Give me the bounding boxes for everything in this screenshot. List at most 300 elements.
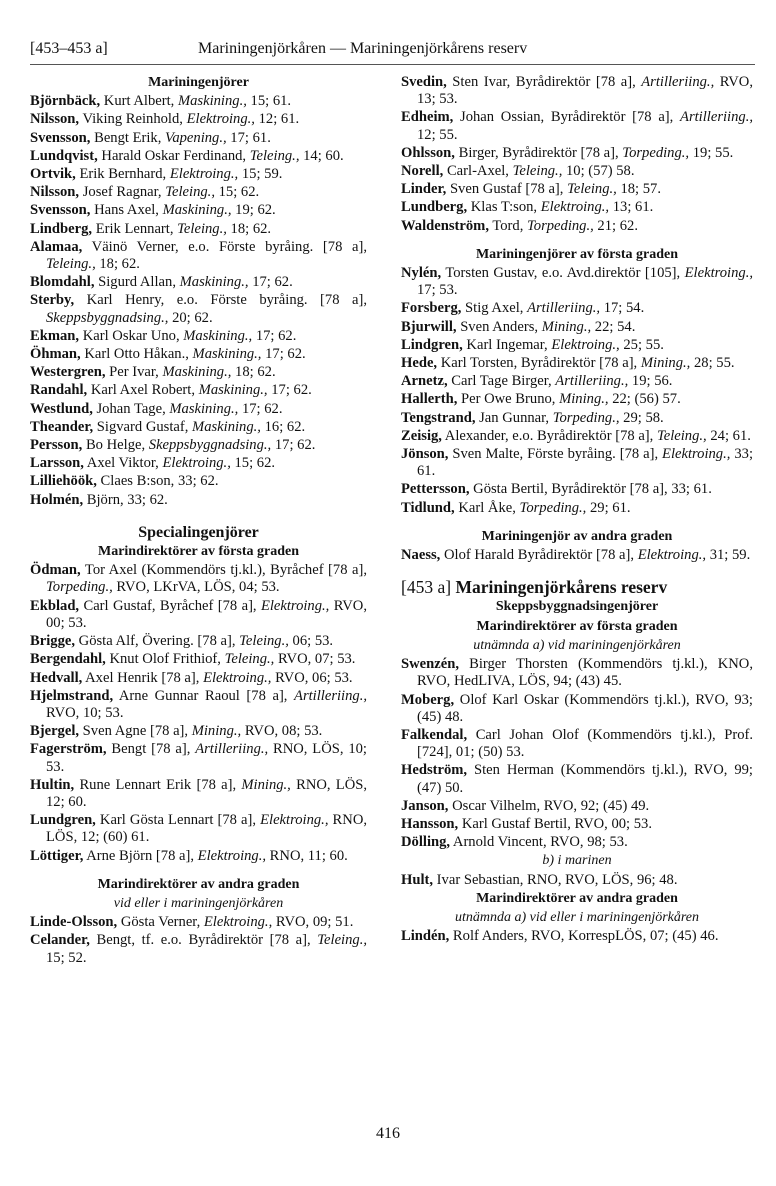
entry-text: 18; 57. <box>616 181 661 198</box>
entry-text: 22; 54. <box>591 318 636 335</box>
list-item <box>401 355 753 372</box>
entry-text: Hans Axel, <box>90 202 163 219</box>
list-item <box>30 239 367 273</box>
entry-text: 21; 62. <box>593 217 638 234</box>
entry-text: 18; 62. <box>231 364 276 381</box>
entry-text: Erik Lennart, <box>92 220 178 237</box>
entry-specialty: Maskining., <box>162 364 232 381</box>
entry-text: 33; 61. <box>417 446 753 480</box>
entry-text: Väinö Verner, e.o. Förste byråing. [78 a], <box>82 238 367 255</box>
entry-text: 19; 62. <box>231 202 276 219</box>
list-item <box>401 74 753 108</box>
entry-text: Sven Gustaf [78 a], <box>446 181 568 198</box>
entry-text: Karl Ingemar, <box>462 336 552 353</box>
entry-text: Oscar Vilhelm, RVO, 92; (45) 49. <box>448 797 650 814</box>
entry-text: RVO, 07; 53. <box>274 651 356 668</box>
list-item <box>401 928 753 945</box>
entry-text: 12; 55. <box>417 126 458 143</box>
entry-specialty: Artilleriing., <box>195 741 269 758</box>
entry-specialty: Teleing., <box>567 181 617 198</box>
entry-specialty: Mining., <box>241 776 291 793</box>
entry-specialty: Maskining., <box>192 346 262 363</box>
entry-specialty: Artilleriing., <box>294 687 367 704</box>
section-title: Mariningenjörkårens reserv <box>455 577 668 598</box>
list-item <box>30 382 367 399</box>
entry-text: Bengt, tf. e.o. Byrådirektör [78 a], <box>89 932 318 949</box>
entry-surname: Hedström, <box>401 762 468 779</box>
list-item <box>30 419 367 436</box>
entry-surname: Falkendal, <box>401 726 468 743</box>
entry-specialty: Torpeding., <box>552 409 620 426</box>
entry-surname: Lindén, <box>401 928 450 945</box>
entry-surname: Svedin, <box>401 74 447 90</box>
entry-specialty: Elektroing., <box>197 847 267 864</box>
entry-text: 14; 60. <box>299 147 344 164</box>
list-item <box>30 93 367 110</box>
entry-surname: Larsson, <box>30 455 84 472</box>
entry-text: 31; 59. <box>706 547 751 564</box>
list-item <box>30 346 367 363</box>
entry-text: Harald Oskar Ferdinand, <box>97 147 250 164</box>
list-item <box>30 166 367 183</box>
list-item <box>30 221 367 238</box>
list-item <box>401 218 753 235</box>
entry-specialty: Elektroing., <box>203 669 272 686</box>
entry-text: Gösta Alf, Övering. [78 a], <box>75 633 240 650</box>
list-item <box>30 777 367 811</box>
entry-text: 15; 62. <box>214 184 260 201</box>
page-number: 416 <box>376 1125 400 1142</box>
entry-text: 17; 54. <box>600 300 645 317</box>
entry-surname: Blomdahl, <box>30 274 95 291</box>
list-item <box>30 723 367 740</box>
entry-surname: Zeisig, <box>401 427 442 444</box>
entry-text: 17; 62. <box>261 346 306 363</box>
entry-surname: Ekblad, <box>30 597 80 614</box>
entry-text: Sven Anders, <box>456 318 542 335</box>
entry-text: 15; 61. <box>246 93 292 110</box>
entry-text: Birger, Byrådirektör [78 a], <box>454 144 623 161</box>
list-item <box>401 798 753 815</box>
entry-text: RNO, LÖS, 10; 53. <box>46 741 367 775</box>
entry-text: Rune Lennart Erik [78 a], <box>74 776 242 793</box>
list-item <box>401 265 753 299</box>
list-item <box>401 163 753 180</box>
list-item <box>401 428 753 445</box>
heading-marindirektorer-andra: Marindirektörer av andra graden <box>97 876 300 892</box>
list-item <box>30 148 367 165</box>
entry-list <box>401 265 753 517</box>
entry-surname: Linder, <box>401 181 447 198</box>
entry-text: 25; 55. <box>619 336 664 353</box>
entry-surname: Ohlsson, <box>401 144 455 161</box>
entry-text: Johan Ossian, Byrådirektör [78 a], <box>453 109 681 126</box>
entry-surname: Tidlund, <box>401 499 455 516</box>
entry-surname: Waldenström, <box>401 217 489 234</box>
entry-text: 29; 61. <box>586 499 631 516</box>
list-item <box>30 932 367 966</box>
entry-text: 17; 62. <box>271 437 316 454</box>
entry-list <box>401 872 753 889</box>
entry-surname: Celander, <box>30 932 90 949</box>
running-title: Mariningenjörkåren — Mariningenjörkårens reserv <box>198 40 528 57</box>
entry-specialty: Elektroing., <box>260 597 330 614</box>
entry-surname: Nilsson, <box>30 111 80 128</box>
list-item <box>30 292 367 326</box>
list-item <box>401 300 753 317</box>
entry-surname: Hjelmstrand, <box>30 687 114 704</box>
entry-surname: Lundgren, <box>30 812 96 829</box>
entry-text: Carl Gustaf, Byråchef [78 a], <box>79 597 261 614</box>
entry-text: Erik Bernhard, <box>75 166 170 183</box>
entry-specialty: Skeppsbyggnadsing., <box>148 437 272 454</box>
entry-specialty: Maskining., <box>169 400 239 417</box>
entry-text: 22; (56) 57. <box>608 391 681 408</box>
entry-text: RNO, LÖS, 12; 60. <box>46 776 367 810</box>
entry-text: Per Ivar, <box>105 364 163 381</box>
list-item <box>401 481 753 498</box>
entry-text: Alexander, e.o. Byrådirektör [78 a], <box>441 427 657 444</box>
entry-text: Bo Helge, <box>82 437 149 454</box>
entry-specialty: Elektroing., <box>186 111 255 128</box>
entry-text: Torsten Gustav, e.o. Avd.direktör [105], <box>441 265 685 282</box>
list-item <box>401 391 753 408</box>
heading-marindirektorer-andra: Marindirektörer av andra graden <box>476 890 678 906</box>
entry-surname: Bergendahl, <box>30 651 106 668</box>
entry-specialty: Elektroing., <box>260 812 329 829</box>
list-item <box>30 914 367 931</box>
entry-text: Gösta Verner, <box>117 914 204 931</box>
entry-surname: Bjergel, <box>30 723 80 740</box>
list-item <box>30 274 367 291</box>
entry-surname: Lundberg, <box>401 199 468 216</box>
entry-specialty: Maskining., <box>192 418 261 435</box>
list-item <box>30 473 367 490</box>
entry-specialty: Maskining., <box>179 274 249 291</box>
section-number: [453 a] <box>401 577 452 598</box>
entry-surname: Norell, <box>401 163 444 180</box>
list-item <box>30 741 367 775</box>
entry-list <box>30 914 367 967</box>
entry-specialty: Mining., <box>559 391 609 408</box>
entry-surname: Brigge, <box>30 633 75 650</box>
entry-text: Karl Otto Håkan., <box>80 346 193 363</box>
list-item <box>401 500 753 517</box>
entry-text: RVO, 09; 51. <box>272 914 354 931</box>
entry-specialty: Teleing., <box>317 932 367 949</box>
entry-text: 15; 59. <box>238 166 283 183</box>
entry-specialty: Teleing., <box>224 651 275 668</box>
entry-surname: Theander, <box>30 418 94 435</box>
entry-specialty: Teleing., <box>177 220 227 237</box>
list-item <box>401 109 753 143</box>
list-item <box>401 872 753 889</box>
heading-mariningenjorer-forsta: Mariningenjörer av första graden <box>475 246 679 262</box>
entry-text: RVO, 00; 53. <box>46 597 367 631</box>
entry-surname: Randahl, <box>30 382 88 399</box>
entry-text: 17; 61. <box>226 129 271 146</box>
entry-text: 20; 62. <box>168 309 213 326</box>
entry-text: Tord, <box>488 217 527 234</box>
entry-text: Tor Axel (Kommendörs tj.kl.), Byråchef [78 a], <box>80 562 367 579</box>
list-item <box>30 364 367 381</box>
list-item <box>401 692 753 726</box>
entry-specialty: Elektroing., <box>162 455 231 472</box>
entry-text: Axel Viktor, <box>83 455 163 472</box>
list-item <box>401 727 753 761</box>
entry-surname: Sterby, <box>30 292 75 309</box>
entry-text: 16; 62. <box>260 418 306 435</box>
entry-list <box>30 562 367 864</box>
entry-specialty: Elektroing., <box>662 446 731 463</box>
entry-text: 15; 62. <box>230 455 276 472</box>
entry-text: Bengt Erik, <box>90 129 166 146</box>
list-item <box>30 130 367 147</box>
entry-specialty: Elektroing., <box>684 265 753 282</box>
entry-surname: Swenzén, <box>401 656 459 673</box>
entry-surname: Westlund, <box>30 400 93 417</box>
heading-marindirektorer-forsta: Marindirektörer av första graden <box>476 618 678 634</box>
entry-text: RVO, LKrVA, LÖS, 04; 53. <box>112 579 280 596</box>
entry-surname: Ekman, <box>30 327 80 344</box>
heading-marindirektorer-forsta: Marindirektörer av första graden <box>97 544 300 560</box>
list-item <box>30 688 367 722</box>
entry-specialty: Teleing., <box>512 163 563 180</box>
entry-text: RNO, LÖS, 12; (60) 61. <box>46 812 368 846</box>
list-item <box>401 762 753 796</box>
list-item <box>30 812 367 846</box>
list-item <box>30 401 367 418</box>
entry-text: RVO, 06; 53. <box>271 669 353 686</box>
entry-text: Karl Torsten, Byrådirektör [78 a], <box>437 355 641 372</box>
entry-surname: Janson, <box>401 797 449 814</box>
entry-text: RVO, 13; 53. <box>417 74 753 108</box>
entry-text: Karl Gustaf Bertil, RVO, 00; 53. <box>458 815 652 832</box>
entry-surname: Forsberg, <box>401 300 462 317</box>
entry-surname: Hedvall, <box>30 669 83 686</box>
list-item <box>30 202 367 219</box>
entry-text: Per Owe Bruno, <box>457 391 560 408</box>
entry-surname: Lilliehöök, <box>30 473 97 490</box>
entry-specialty: Elektroing., <box>203 914 273 931</box>
entry-text: Karl Oskar Uno, <box>79 327 184 344</box>
entry-text: Olof Karl Oskar (Kommendörs tj.kl.), RVO, 93; (45) 48. <box>417 691 753 725</box>
entry-surname: Ödman, <box>30 562 81 579</box>
entry-specialty: Maskining., <box>198 382 268 399</box>
entry-text: Klas T:son, <box>467 199 541 216</box>
list-item <box>30 598 367 632</box>
entry-surname: Hansson, <box>401 815 459 832</box>
entry-surname: Nylén, <box>401 265 442 282</box>
entry-text: Bengt [78 a], <box>106 741 196 758</box>
subheading: utnämnda a) vid eller i mariningenjörkåren <box>454 909 700 925</box>
entry-surname: Hede, <box>401 355 438 372</box>
entry-text: Carl Johan Olof (Kommendörs tj.kl.), Prof. [724], 01; (50) 53. <box>417 726 753 761</box>
entry-surname: Jönson, <box>401 446 449 463</box>
entry-text: Rolf Anders, RVO, KorrespLÖS, 07; (45) 46. <box>449 928 719 945</box>
entry-surname: Edheim, <box>401 109 454 126</box>
entry-text: RVO, 10; 53. <box>46 704 124 721</box>
entry-text: Sigvard Gustaf, <box>93 418 193 435</box>
entry-list <box>401 656 753 851</box>
entry-surname: Tengstrand, <box>401 409 476 426</box>
entry-surname: Lindgren, <box>401 336 463 353</box>
entry-specialty: Elektroing., <box>540 199 610 216</box>
list-item <box>401 199 753 216</box>
entry-text: Sten Ivar, Byrådirektör [78 a], <box>446 74 642 90</box>
list-item <box>401 410 753 427</box>
entry-text: Björn, 33; 62. <box>83 491 168 508</box>
entry-specialty: Elektroing., <box>551 336 620 353</box>
entry-specialty: Teleing., <box>46 256 96 273</box>
list-item <box>401 337 753 354</box>
entry-text: 18; 62. <box>95 256 140 273</box>
entry-specialty: Artilleriing., <box>680 109 753 126</box>
entry-text: 13; 61. <box>609 199 654 216</box>
list-item <box>30 848 367 865</box>
entry-text: 06; 53. <box>288 633 334 650</box>
list-item <box>401 181 753 198</box>
entry-specialty: Torpeding., <box>527 217 594 234</box>
entry-text: Sten Herman (Kommendörs tj.kl.), RVO, 99; (47) 50. <box>417 762 753 796</box>
list-item <box>30 670 367 687</box>
entry-specialty: Mining., <box>191 723 242 740</box>
entry-surname: Pettersson, <box>401 481 470 498</box>
entry-surname: Svensson, <box>30 129 91 146</box>
list-item <box>30 562 367 596</box>
entry-surname: Bjurwill, <box>401 318 457 335</box>
entry-text: Olof Harald Byrådirektör [78 a], <box>440 547 638 564</box>
list-item <box>30 633 367 650</box>
entry-text: 18; 62. <box>226 220 272 237</box>
subheading: utnämnda a) vid mariningenjörkåren <box>473 637 681 653</box>
entry-text: Knut Olof Frithiof, <box>105 651 225 668</box>
entry-specialty: Teleing., <box>656 427 707 444</box>
entry-text: 28; 55. <box>690 355 735 372</box>
entry-surname: Löttiger, <box>30 847 84 864</box>
entry-surname: Hultin, <box>30 776 75 793</box>
heading-specialingenjorer: Specialingenjörer <box>138 523 259 541</box>
entry-specialty: Elektroing., <box>169 166 239 183</box>
list-item <box>401 373 753 390</box>
entry-text: 19; 56. <box>628 373 673 390</box>
entry-text: Viking Reinhold, <box>79 111 187 128</box>
entry-text: Stig Axel, <box>461 300 528 317</box>
entry-text: 15; 52. <box>46 949 87 966</box>
entry-text: Jan Gunnar, <box>475 409 553 426</box>
entry-specialty: Artilleriing., <box>555 373 629 390</box>
entry-surname: Hult, <box>401 871 434 888</box>
list-item <box>30 437 367 454</box>
list-item <box>401 834 753 851</box>
entry-surname: Hallerth, <box>401 391 458 408</box>
entry-specialty: Torpeding., <box>46 579 113 596</box>
entry-surname: Svensson, <box>30 202 91 219</box>
entry-specialty: Vapening., <box>165 129 227 146</box>
entry-specialty: Maskining., <box>162 202 232 219</box>
entry-text: 19; 55. <box>689 144 734 161</box>
entry-text: Axel Henrik [78 a], <box>82 669 204 686</box>
entry-text: Sven Malte, Förste byråing. [78 a], <box>448 446 663 463</box>
entry-text: Karl Axel Robert, <box>87 382 199 399</box>
list-item <box>401 446 753 480</box>
entry-specialty: Teleing., <box>165 184 215 201</box>
entry-text: Ivar Sebastian, RNO, RVO, LÖS, 96; 48. <box>433 871 678 888</box>
entry-text: 17; 62. <box>267 382 312 399</box>
list-item <box>30 455 367 472</box>
entry-text: Sven Agne [78 a], <box>79 723 192 740</box>
entry-surname: Persson, <box>30 437 83 454</box>
entry-text: Gösta Bertil, Byrådirektör [78 a], 33; 61. <box>469 481 712 498</box>
entry-text: 17; 53. <box>417 282 458 299</box>
entry-text: Kurt Albert, <box>100 93 178 110</box>
entry-text: Karl Gösta Lennart [78 a], <box>95 812 261 829</box>
list-item <box>30 184 367 201</box>
entry-surname: Fagerström, <box>30 741 107 758</box>
entry-surname: Nilsson, <box>30 184 80 201</box>
list-item <box>401 816 753 833</box>
entry-surname: Arnetz, <box>401 373 448 390</box>
list-item <box>30 328 367 345</box>
entry-text: Arnold Vincent, RVO, 98; 53. <box>450 834 628 851</box>
list-item <box>30 651 367 668</box>
entry-text: 17; 62. <box>238 400 283 417</box>
entry-text: RVO, 08; 53. <box>241 723 323 740</box>
list-item <box>30 111 367 128</box>
entry-text: RNO, 11; 60. <box>266 847 348 864</box>
subheading: b) i marinen <box>542 853 612 869</box>
right-column <box>401 74 753 946</box>
entry-specialty: Maskining., <box>177 93 247 110</box>
entry-specialty: Teleing., <box>239 633 289 650</box>
entry-text: Karl Henry, e.o. Förste byråing. [78 a], <box>74 292 367 309</box>
left-column <box>30 74 367 968</box>
list-item <box>30 492 367 509</box>
subheading: vid eller i mariningenjörkåren <box>113 895 284 911</box>
entry-text: 29; 58. <box>619 409 664 426</box>
entry-text: Carl-Axel, <box>443 163 513 180</box>
entry-specialty: Teleing., <box>249 147 300 164</box>
entry-list <box>401 547 753 564</box>
entry-text: Johan Tage, <box>92 400 170 417</box>
heading-mariningenjorer: Mariningenjörer <box>148 75 249 90</box>
list-item <box>401 656 753 690</box>
entry-specialty: Maskining., <box>183 327 253 344</box>
entry-surname: Lindberg, <box>30 220 93 237</box>
entry-text: Birger Thorsten (Kommendörs tj.kl.), KNO, RVO, HedLIVA, LÖS, 94; (43) 45. <box>417 656 753 690</box>
entry-specialty: Torpeding., <box>519 499 587 516</box>
entry-text: Arne Gunnar Raoul [78 a], <box>113 687 295 704</box>
entry-text: Arne Björn [78 a], <box>83 847 198 864</box>
entry-list <box>401 928 753 945</box>
entry-specialty: Mining., <box>640 355 691 372</box>
entry-text: Carl Tage Birger, <box>447 373 556 390</box>
list-item <box>401 547 753 564</box>
entry-surname: Öhman, <box>30 346 81 363</box>
header-rule <box>30 64 755 65</box>
entry-text: Sigurd Allan, <box>94 274 180 291</box>
entry-surname: Björnbäck, <box>30 93 101 110</box>
entry-surname: Westergren, <box>30 364 106 381</box>
entry-surname: Moberg, <box>401 691 455 708</box>
entry-surname: Dölling, <box>401 834 451 851</box>
section-heading-reserv <box>401 579 753 596</box>
entry-surname: Naess, <box>401 547 441 564</box>
entry-specialty: Mining., <box>541 318 592 335</box>
entry-surname: Linde-Olsson, <box>30 914 118 931</box>
entry-surname: Holmén, <box>30 491 84 508</box>
entry-specialty: Skeppsbyggnadsing., <box>46 309 169 326</box>
